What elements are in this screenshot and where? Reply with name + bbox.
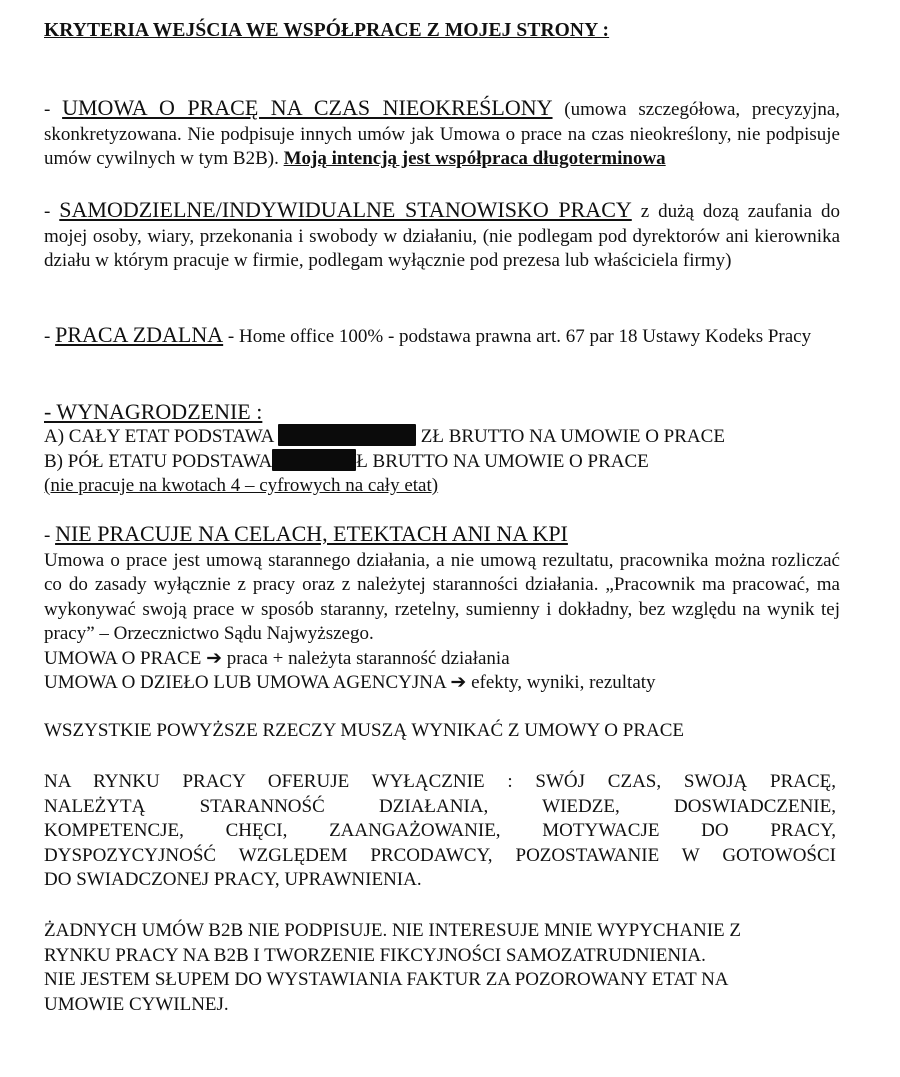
paragraph-all-from-contract [44,719,840,744]
section-employment-contract [44,96,840,172]
salary-option-b-label: B) PÓŁ ETATU PODSTAWA [44,451,273,472]
redacted-amount-b [272,449,356,471]
section-heading: NIE PRACUJE NA CELACH, ETEKTACH ANI NA KPI [55,521,568,546]
contract-type: UMOWA O PRACE [44,647,207,669]
section-dash: - [44,99,63,120]
section-heading: - WYNAGRODZENIE : [44,399,263,424]
paragraph-line: KOMPETENCJE, CHĘCI, ZAANGAŻOWANIE, MOTYWACJE DO PRACY, [44,820,836,841]
contract-result: praca + należyta staranność działania [221,647,510,669]
contract-type: UMOWA O DZIEŁO LUB UMOWA AGENCYJNA [44,672,451,693]
section-bold-text: Moją intencją jest współpraca długoterminowa [283,148,666,169]
section-remote-work [44,323,844,350]
section-salary [44,400,840,498]
contract-result: efekty, wyniki, rezultaty [466,672,656,693]
paragraph-line: NIE JESTEM SŁUPEM DO WYSTAWIANIA FAKTUR ZA POZOROWANY ETAT NA [44,969,729,990]
redacted-amount-a [278,424,416,446]
paragraph-no-b2b [44,919,844,1017]
document-title: KRYTERIA WEJŚCIA WE WSPÓŁPRACE Z MOJEJ STRONY : [44,20,610,41]
section-text: z dużą dozą zaufania do mojej osoby, wiary, przekonania i swobody w działaniu, (nie podlegam pod dyrektorów ani kierownika działu w którym pracuje w firmie, podlegam wyłącznie pod prezesa lub właściciela firmy) [44,201,840,271]
arrow-right-icon: ➔ [206,647,222,669]
arrow-right-icon: ➔ [450,672,467,693]
salary-note: (nie pracuje na kwotach 4 – cyfrowych na cały etat) [44,475,439,496]
section-heading: UMOWA O PRACĘ NA CZAS NIEOKREŚLONY [62,95,553,120]
salary-option-a-suffix: ZŁ BRUTTO NA UMOWIE O PRACE [416,426,725,447]
paragraph-text: WSZYSTKIE POWYŻSZE RZECZY MUSZĄ WYNIKAĆ Z UMOWY O PRACE [44,720,684,741]
paragraph-line: DO SWIADCZONEJ PRACY, UPRAWNIENIA. [44,869,422,890]
paragraph-line: DYSPOZYCYJNOŚĆ WZGLĘDEM PRCODAWCY, POZOSTAWANIE W GOTOWOŚCI [44,844,836,866]
salary-option-b [44,449,840,474]
paragraph-line: NA RYNKU PRACY OFERUJE WYŁĄCZNIE : SWÓJ CZAS, SWOJĄ PRACĘ, [44,771,836,792]
section-dash: - [44,525,56,546]
paragraph-offer [44,770,836,893]
section-heading: PRACA ZDALNA [55,322,224,347]
section-text: - Home office 100% - podstawa prawna art. 67 par 18 Ustawy Kodeks Pracy [223,326,812,347]
section-independent-position [44,198,840,274]
paragraph-line: NALEŻYTĄ STARANNOŚĆ DZIAŁANIA, WIEDZE, DOSWIADCZENIE, [44,795,836,817]
paragraph-line: RYNKU PRACY NA B2B I TWORZENIE FIKCYJNOŚCI SAMOZATRUDNIENIA. [44,944,706,966]
salary-option-a [44,424,840,449]
section-text: Umowa o prace jest umową starannego działania, a nie umową rezultatu, pracownika można rozliczać co do zasady wyłącznie z pracy oraz z należytej staranności działania. „Pracownik ma pracować, ma wykonywać swoją prace w sposób staranny, rzetelny, sumienny i dokładny, bez względu na wynik tej pracy” – Orzecznictwo Sądu Najwyższego. [44,549,840,644]
section-heading: SAMODZIELNE/INDYWIDUALNE STANOWISKO PRACY [59,197,632,222]
paragraph-line: ŻADNYCH UMÓW B2B NIE PODPISUJE. NIE INTERESUJE MNIE WYPYCHANIE Z [44,920,742,941]
section-heading-line [44,522,840,549]
section-dash: - [44,201,60,222]
contract-comparison-1 [44,647,840,672]
section-dash: - [44,326,56,347]
section-no-targets [44,522,840,696]
salary-option-a-label: A) CAŁY ETAT PODSTAWA [44,426,278,447]
salary-option-b-suffix: Ł BRUTTO NA UMOWIE O PRACE [356,451,649,472]
contract-comparison-2 [44,671,840,696]
paragraph-line: UMOWIE CYWILNEJ. [44,993,229,1015]
section-text: (umowa szczegółowa, precyzyjna, skonkretyzowana. Nie podpisuje innych umów jak Umowa o prace na czas nieokreślony, nie podpisuje umów cywilnych w tym B2B). [44,99,841,169]
